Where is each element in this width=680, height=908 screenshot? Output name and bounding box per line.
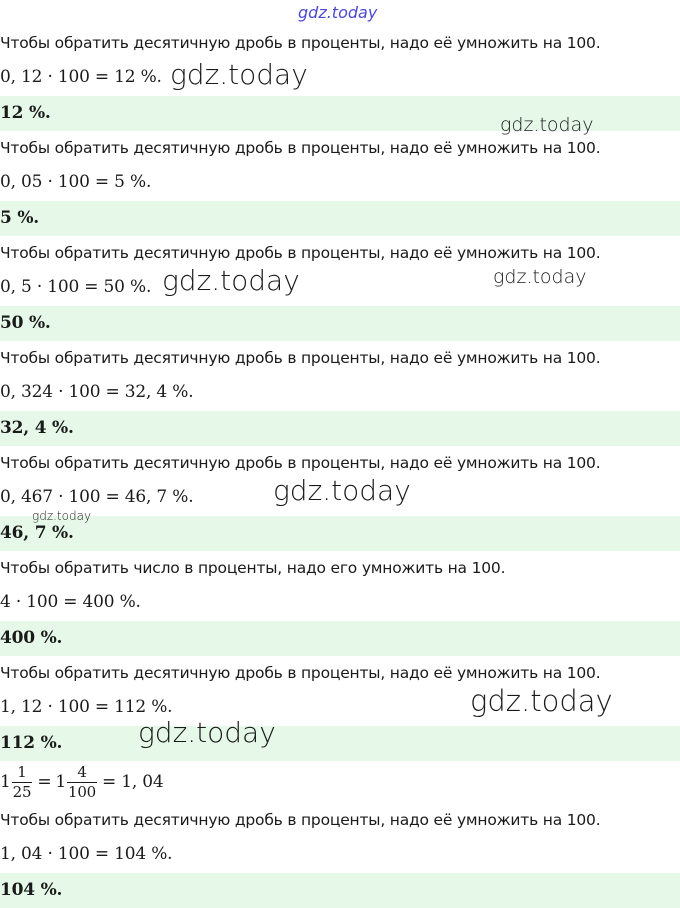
answer-highlight-5 xyxy=(0,516,680,551)
calculation: 0, 05 · 100 = 5 %. xyxy=(0,172,152,192)
rule-text: Чтобы обратить число в проценты, надо его умножить на 100. xyxy=(0,559,506,577)
calculation: 1, 04 · 100 = 104 %. xyxy=(0,844,173,864)
answer: 50 %. xyxy=(0,313,51,333)
calculation: 1, 12 · 100 = 112 %. xyxy=(0,697,173,717)
answer: 5 %. xyxy=(0,208,40,228)
watermark: gdz.today xyxy=(493,266,587,288)
fraction xyxy=(12,762,33,801)
answer: 400 %. xyxy=(0,628,63,648)
denominator: 25 xyxy=(12,782,32,801)
answer-highlight-4 xyxy=(0,411,680,446)
mixed-fraction-conversion xyxy=(0,759,164,805)
calculation: 0, 5 · 100 = 50 %. xyxy=(0,277,152,297)
watermark: gdz.today xyxy=(470,684,613,718)
rule-text: Чтобы обратить десятичную дробь в проценты, надо её умножить на 100. xyxy=(0,349,601,367)
rule-text: Чтобы обратить десятичную дробь в проценты, надо её умножить на 100. xyxy=(0,811,601,829)
rule-text: Чтобы обратить десятичную дробь в проценты, надо её умножить на 100. xyxy=(0,454,601,472)
fraction xyxy=(67,762,97,801)
answer-highlight-3 xyxy=(0,306,680,341)
denominator: 100 xyxy=(67,782,97,801)
calculation: 4 · 100 = 400 %. xyxy=(0,592,141,612)
result: = 1, 04 xyxy=(102,772,164,792)
equals-sign: = xyxy=(37,772,52,792)
calculation: 0, 12 · 100 = 12 %. xyxy=(0,67,162,87)
rule-text: Чтобы обратить десятичную дробь в проценты, надо её умножить на 100. xyxy=(0,139,601,157)
watermark: gdz.today xyxy=(273,474,411,507)
answer: 104 %. xyxy=(0,880,63,900)
whole-part: 1 xyxy=(55,772,66,792)
watermark: gdz.today xyxy=(138,716,276,749)
answer: 46, 7 %. xyxy=(0,523,74,543)
numerator: 1 xyxy=(12,765,33,783)
answer-highlight-2 xyxy=(0,201,680,236)
watermark: gdz.today xyxy=(170,58,308,91)
whole-part: 1 xyxy=(0,772,11,792)
numerator: 4 xyxy=(67,765,97,783)
calculation: 0, 467 · 100 = 46, 7 %. xyxy=(0,487,194,507)
answer-highlight-7 xyxy=(0,726,680,761)
answer: 112 %. xyxy=(0,733,63,753)
answer: 32, 4 %. xyxy=(0,418,74,438)
watermark: gdz.today xyxy=(162,264,300,297)
rule-text: Чтобы обратить десятичную дробь в проценты, надо её умножить на 100. xyxy=(0,244,601,262)
watermark: gdz.today xyxy=(500,114,594,136)
rule-text: Чтобы обратить десятичную дробь в проценты, надо её умножить на 100. xyxy=(0,664,601,682)
answer-highlight-6 xyxy=(0,621,680,656)
answer: 12 %. xyxy=(0,103,51,123)
watermark: gdz.today xyxy=(32,509,92,523)
rule-text: Чтобы обратить десятичную дробь в проценты, надо её умножить на 100. xyxy=(0,34,601,52)
calculation: 0, 324 · 100 = 32, 4 %. xyxy=(0,382,194,402)
watermark: gdz.today xyxy=(298,3,378,22)
answer-highlight-8 xyxy=(0,873,680,908)
